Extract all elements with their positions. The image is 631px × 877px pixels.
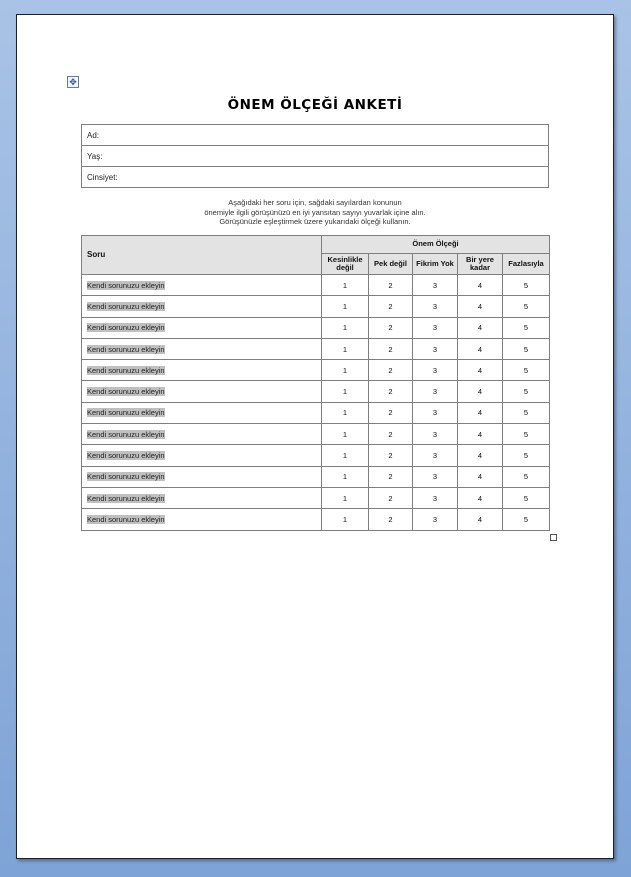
rating-cell-4[interactable]: 4 xyxy=(458,466,503,487)
rating-cell-1[interactable]: 1 xyxy=(322,317,369,338)
rating-cell-2[interactable]: 2 xyxy=(369,424,413,445)
rating-cell-2[interactable]: 2 xyxy=(369,338,413,359)
rating-cell-5[interactable]: 5 xyxy=(503,381,550,402)
document-page xyxy=(16,14,614,859)
question-placeholder[interactable]: Kendi sorunuzu ekleyin xyxy=(87,344,165,354)
rating-cell-2[interactable]: 2 xyxy=(369,381,413,402)
rating-cell-4[interactable]: 4 xyxy=(458,402,503,423)
rating-cell-1[interactable]: 1 xyxy=(322,402,369,423)
rating-cell-2[interactable]: 2 xyxy=(369,445,413,466)
question-cell[interactable] xyxy=(82,317,322,338)
rating-cell-1[interactable]: 1 xyxy=(322,509,369,530)
question-cell[interactable] xyxy=(82,381,322,402)
rating-cell-1[interactable]: 1 xyxy=(322,487,369,508)
rating-cell-3[interactable]: 3 xyxy=(413,296,458,317)
table-row xyxy=(82,402,550,423)
instruction-line: önemiyle ilgili görüşünüzü en iyi yansıtan sayıyı yuvarlak içine alın. xyxy=(204,207,426,217)
info-field-gender[interactable]: Cinsiyet: xyxy=(82,167,549,188)
rating-cell-2[interactable]: 2 xyxy=(369,360,413,381)
info-field-name[interactable]: Ad: xyxy=(82,125,549,146)
rating-cell-3[interactable]: 3 xyxy=(413,445,458,466)
rating-cell-3[interactable]: 3 xyxy=(413,275,458,296)
rating-cell-3[interactable]: 3 xyxy=(413,487,458,508)
rating-cell-5[interactable]: 5 xyxy=(503,275,550,296)
rating-cell-4[interactable]: 4 xyxy=(458,296,503,317)
question-cell[interactable] xyxy=(82,424,322,445)
rating-cell-2[interactable]: 2 xyxy=(369,317,413,338)
info-row-name xyxy=(82,125,549,146)
rating-cell-2[interactable]: 2 xyxy=(369,296,413,317)
info-field-age[interactable]: Yaş: xyxy=(82,146,549,167)
question-placeholder[interactable]: Kendi sorunuzu ekleyin xyxy=(87,280,165,290)
info-row-age xyxy=(82,146,549,167)
rating-cell-2[interactable]: 2 xyxy=(369,509,413,530)
personal-info-table xyxy=(81,124,549,188)
rating-cell-5[interactable]: 5 xyxy=(503,338,550,359)
question-cell[interactable] xyxy=(82,402,322,423)
rating-cell-4[interactable]: 4 xyxy=(458,424,503,445)
rating-cell-1[interactable]: 1 xyxy=(322,381,369,402)
question-cell[interactable] xyxy=(82,445,322,466)
rating-cell-1[interactable]: 1 xyxy=(322,296,369,317)
scale-label-5: Fazlasıyla xyxy=(503,254,550,275)
rating-cell-2[interactable]: 2 xyxy=(369,402,413,423)
rating-cell-1[interactable]: 1 xyxy=(322,424,369,445)
rating-cell-5[interactable]: 5 xyxy=(503,466,550,487)
importance-scale-table xyxy=(81,235,550,531)
rating-cell-5[interactable]: 5 xyxy=(503,445,550,466)
rating-cell-3[interactable]: 3 xyxy=(413,466,458,487)
question-placeholder[interactable]: Kendi sorunuzu ekleyin xyxy=(87,301,165,311)
instructions xyxy=(81,198,549,227)
rating-cell-4[interactable]: 4 xyxy=(458,275,503,296)
rating-cell-5[interactable]: 5 xyxy=(503,509,550,530)
instruction-line: Aşağıdaki her soru için, sağdaki sayılardan konunun xyxy=(228,198,402,207)
question-cell[interactable] xyxy=(82,509,322,530)
rating-cell-5[interactable]: 5 xyxy=(503,317,550,338)
table-move-handle-icon[interactable]: ✥ xyxy=(67,76,79,88)
scale-label-3: Fikrim Yok xyxy=(413,254,458,275)
rating-cell-4[interactable]: 4 xyxy=(458,445,503,466)
question-placeholder[interactable]: Kendi sorunuzu ekleyin xyxy=(87,472,165,482)
question-placeholder[interactable]: Kendi sorunuzu ekleyin xyxy=(87,514,165,524)
rating-cell-2[interactable]: 2 xyxy=(369,275,413,296)
table-header-row xyxy=(82,236,550,254)
scale-label-4: Bir yere kadar xyxy=(458,254,503,275)
table-row xyxy=(82,445,550,466)
rating-cell-1[interactable]: 1 xyxy=(322,445,369,466)
rating-cell-4[interactable]: 4 xyxy=(458,487,503,508)
scale-group-header: Önem Ölçeği xyxy=(322,236,550,254)
question-column-header: Soru xyxy=(82,236,322,275)
rating-cell-4[interactable]: 4 xyxy=(458,338,503,359)
table-row xyxy=(82,360,550,381)
table-row xyxy=(82,487,550,508)
rating-cell-5[interactable]: 5 xyxy=(503,487,550,508)
rating-cell-3[interactable]: 3 xyxy=(413,317,458,338)
rating-cell-4[interactable]: 4 xyxy=(458,317,503,338)
rating-cell-3[interactable]: 3 xyxy=(413,424,458,445)
question-placeholder[interactable]: Kendi sorunuzu ekleyin xyxy=(87,408,165,418)
rating-cell-4[interactable]: 4 xyxy=(458,509,503,530)
scale-label-1: Kesinlikle değil xyxy=(322,254,369,275)
question-cell[interactable] xyxy=(82,487,322,508)
question-placeholder[interactable]: Kendi sorunuzu ekleyin xyxy=(87,323,165,333)
rating-cell-2[interactable]: 2 xyxy=(369,466,413,487)
question-cell[interactable] xyxy=(82,296,322,317)
instruction-line: Görüşünüzle eşleştirmek üzere yukarıdaki ölçeği kullanın. xyxy=(219,217,411,226)
rating-cell-4[interactable]: 4 xyxy=(458,360,503,381)
rating-cell-5[interactable]: 5 xyxy=(503,402,550,423)
rating-cell-4[interactable]: 4 xyxy=(458,381,503,402)
table-row xyxy=(82,381,550,402)
question-placeholder[interactable]: Kendi sorunuzu ekleyin xyxy=(87,493,165,503)
rating-cell-3[interactable]: 3 xyxy=(413,509,458,530)
rating-cell-1[interactable]: 1 xyxy=(322,360,369,381)
table-row xyxy=(82,338,550,359)
rating-cell-1[interactable]: 1 xyxy=(322,466,369,487)
table-row xyxy=(82,296,550,317)
question-placeholder[interactable]: Kendi sorunuzu ekleyin xyxy=(87,429,165,439)
question-cell[interactable] xyxy=(82,360,322,381)
rating-cell-5[interactable]: 5 xyxy=(503,360,550,381)
question-placeholder[interactable]: Kendi sorunuzu ekleyin xyxy=(87,387,165,397)
rating-cell-5[interactable]: 5 xyxy=(503,424,550,445)
question-placeholder[interactable]: Kendi sorunuzu ekleyin xyxy=(87,365,165,375)
rating-cell-1[interactable]: 1 xyxy=(322,275,369,296)
rating-cell-2[interactable]: 2 xyxy=(369,487,413,508)
scale-label-2: Pek değil xyxy=(369,254,413,275)
rating-cell-1[interactable]: 1 xyxy=(322,338,369,359)
question-cell[interactable] xyxy=(82,338,322,359)
rating-cell-3[interactable]: 3 xyxy=(413,338,458,359)
rating-cell-3[interactable]: 3 xyxy=(413,381,458,402)
info-row-gender xyxy=(82,167,549,188)
rating-cell-5[interactable]: 5 xyxy=(503,296,550,317)
question-cell[interactable] xyxy=(82,466,322,487)
table-row xyxy=(82,317,550,338)
document-title: ÖNEM ÖLÇEĞİ ANKETİ xyxy=(227,97,403,113)
rating-cell-3[interactable]: 3 xyxy=(413,360,458,381)
table-resize-handle[interactable] xyxy=(550,534,557,541)
table-row xyxy=(82,424,550,445)
table-row xyxy=(82,466,550,487)
table-row xyxy=(82,275,550,296)
table-row xyxy=(82,509,550,530)
question-placeholder[interactable]: Kendi sorunuzu ekleyin xyxy=(87,451,165,461)
question-cell[interactable] xyxy=(82,275,322,296)
rating-cell-3[interactable]: 3 xyxy=(413,402,458,423)
